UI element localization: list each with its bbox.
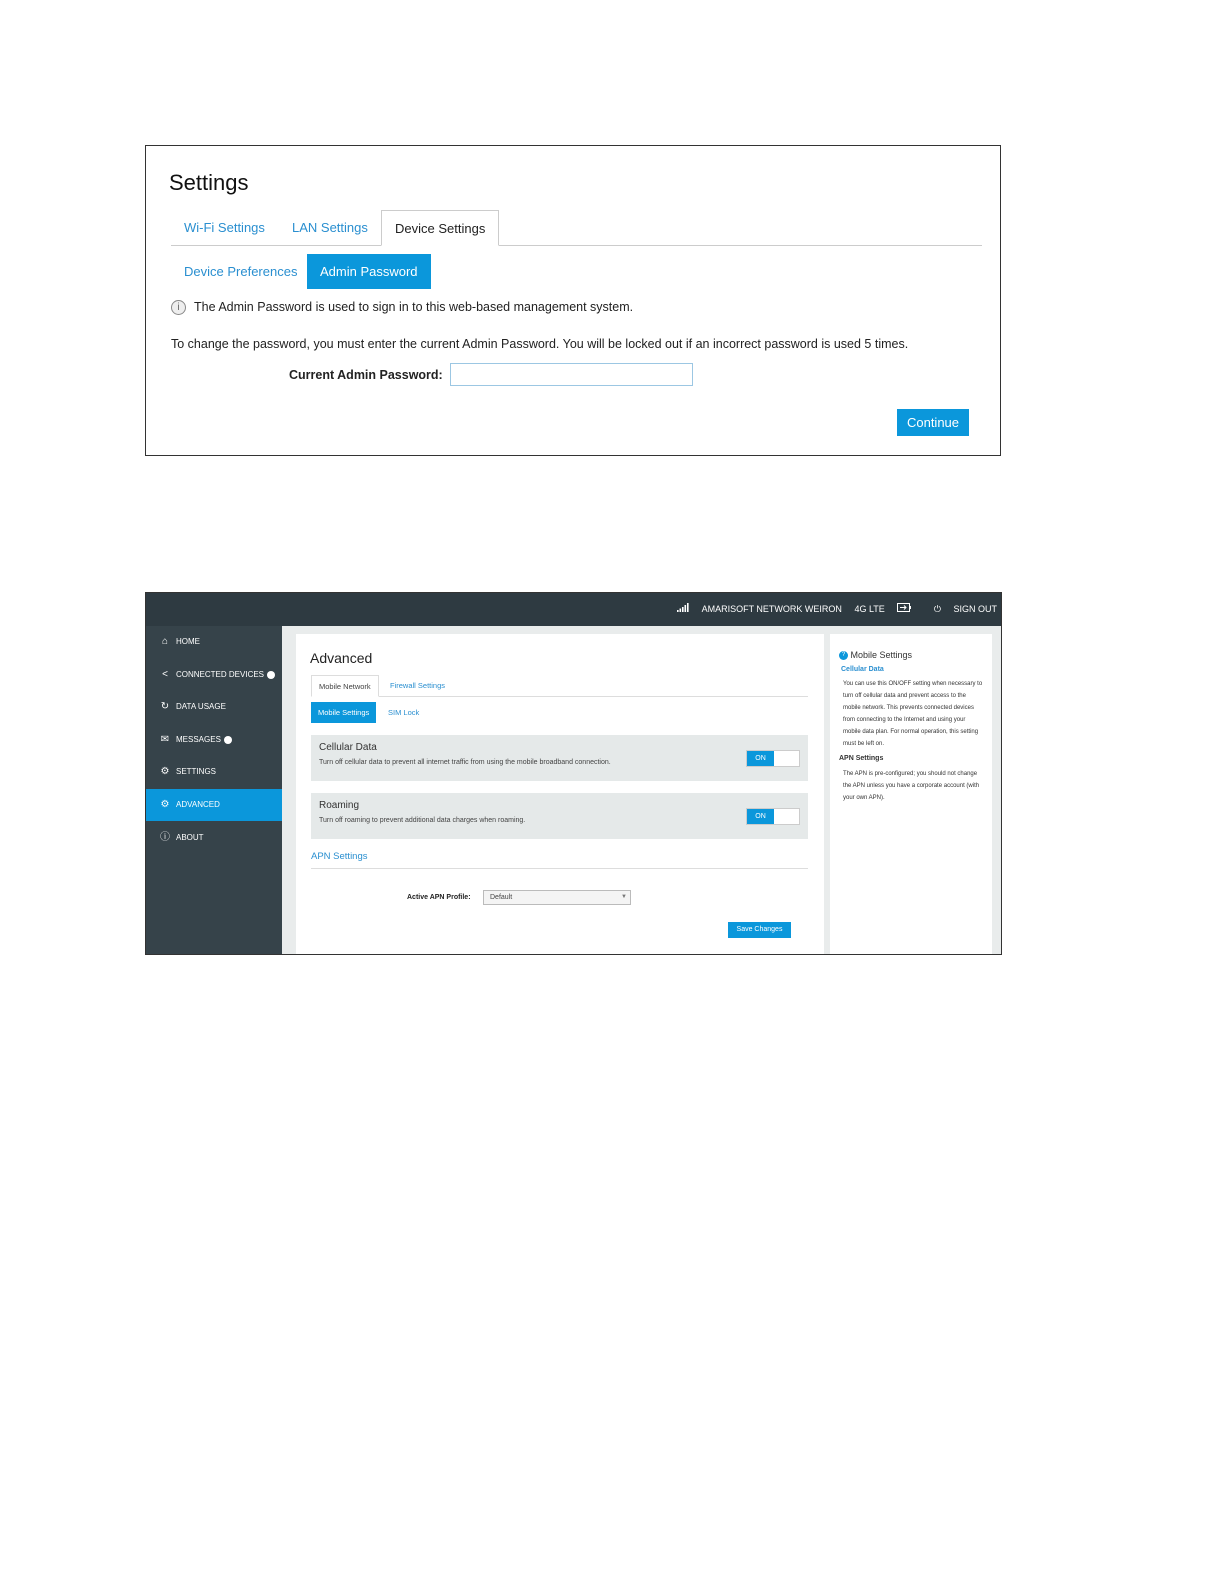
sidebar-item-connected-devices[interactable]	[146, 659, 282, 691]
apn-profile-value: Default	[490, 894, 513, 901]
cellular-data-title: Cellular Data	[319, 742, 377, 753]
subtab-admin-password[interactable]: Admin Password	[307, 254, 431, 289]
current-password-label: Current Admin Password:	[289, 368, 443, 382]
tab-firewall-settings[interactable]: Firewall Settings	[390, 681, 446, 690]
power-icon: ⏻	[933, 604, 941, 614]
toggle-on-label: ON	[747, 809, 774, 824]
sidebar-item-label-wrap	[176, 659, 275, 691]
gear-icon: ⚙	[160, 799, 170, 810]
tab-device-settings[interactable]: Device Settings	[381, 210, 499, 246]
signal-bars-icon	[677, 593, 689, 626]
roaming-desc: Turn off roaming to prevent additional data charges when roaming.	[319, 817, 526, 824]
cellular-data-toggle[interactable]	[746, 750, 800, 767]
settings-screenshot	[145, 145, 1001, 456]
sidebar-item-label-wrap	[176, 724, 232, 756]
sidebar-item-label: ADVANCED	[176, 800, 220, 809]
help-title-row	[839, 650, 912, 660]
cellular-data-desc: Turn off cellular data to prevent all internet traffic from using the mobile broadband connection.	[319, 759, 611, 766]
sidebar	[146, 626, 282, 955]
badge-dot	[267, 671, 275, 679]
home-icon: ⌂	[161, 636, 169, 647]
subtab-device-preferences[interactable]: Device Preferences	[184, 264, 298, 279]
sign-out-label: SIGN OUT	[953, 604, 997, 614]
roaming-title: Roaming	[319, 800, 360, 811]
sidebar-item-label: ABOUT	[176, 833, 204, 842]
sidebar-item-messages[interactable]	[146, 724, 282, 756]
tab-wifi-settings[interactable]: Wi-Fi Settings	[184, 220, 265, 235]
advanced-screenshot	[145, 592, 1002, 955]
sign-out-link[interactable]	[924, 604, 997, 614]
sidebar-item-data-usage[interactable]	[146, 691, 282, 723]
status-area	[667, 593, 997, 626]
battery-icon	[897, 593, 911, 626]
advanced-tabs	[311, 675, 808, 697]
badge-dot	[224, 736, 232, 744]
sidebar-item-home[interactable]	[146, 626, 282, 658]
info-text: The Admin Password is used to sign in to this web-based management system.	[194, 300, 634, 314]
subtab-mobile-settings[interactable]: Mobile Settings	[311, 702, 376, 723]
top-bar	[146, 593, 1001, 626]
sidebar-item-advanced[interactable]	[146, 789, 282, 821]
gear-icon: ⚙	[160, 766, 170, 777]
refresh-icon: ↻	[160, 701, 170, 712]
page-title: Settings	[169, 170, 249, 195]
sidebar-item-label: CONNECTED DEVICES	[176, 670, 265, 679]
sidebar-item-label: DATA USAGE	[176, 702, 226, 711]
network-tech: 4G LTE	[854, 604, 885, 614]
mail-icon: ✉	[160, 734, 170, 745]
apn-profile-select[interactable]	[483, 890, 631, 905]
settings-tabs	[171, 210, 982, 246]
help-title: Mobile Settings	[850, 650, 913, 660]
sidebar-item-settings[interactable]	[146, 756, 282, 788]
tab-mobile-network[interactable]: Mobile Network	[311, 675, 379, 697]
info-icon: ⓘ	[160, 832, 170, 843]
apn-settings-heading: APN Settings	[311, 851, 808, 869]
sidebar-item-about[interactable]	[146, 822, 282, 854]
tab-lan-settings[interactable]: LAN Settings	[292, 220, 368, 235]
sidebar-item-label: HOME	[176, 637, 200, 646]
page-title: Advanced	[310, 650, 373, 666]
warning-text: To change the password, you must enter the current Admin Password. You will be locked out if an incorrect password is used 5 times.	[171, 337, 909, 351]
network-name: AMARISOFT NETWORK WEIRON	[701, 604, 842, 614]
help-icon: ?	[839, 651, 848, 660]
sidebar-item-label: MESSAGES	[176, 735, 221, 744]
roaming-toggle[interactable]	[746, 808, 800, 825]
help-panel	[830, 634, 992, 955]
toggle-on-label: ON	[747, 751, 774, 766]
help-text-cellular: You can use this ON/OFF setting when necessary to turn off cellular data and prevent access to the mobile network. This prevents connected devices from connecting to the Internet and using your mobile data plan. For normal operation, this setting must be left on.	[843, 681, 983, 747]
help-subheading-cellular: Cellular Data	[841, 666, 884, 673]
cellular-data-card	[311, 735, 808, 781]
subtab-sim-lock[interactable]: SIM Lock	[388, 708, 420, 717]
help-text-apn: The APN is pre-configured; you should not change the APN unless you have a corporate account (with your own APN).	[843, 771, 980, 801]
sidebar-item-label: SETTINGS	[176, 767, 217, 776]
share-icon: <	[162, 669, 168, 680]
save-changes-button[interactable]: Save Changes	[728, 922, 791, 938]
help-subheading-apn: APN Settings	[839, 755, 884, 762]
chevron-down-icon: ▼	[621, 894, 627, 900]
apn-profile-label: Active APN Profile:	[407, 894, 471, 901]
current-password-input[interactable]	[450, 363, 693, 386]
info-icon: i	[171, 300, 186, 315]
continue-button[interactable]: Continue	[897, 409, 969, 436]
main-panel	[296, 634, 824, 955]
roaming-card	[311, 793, 808, 839]
